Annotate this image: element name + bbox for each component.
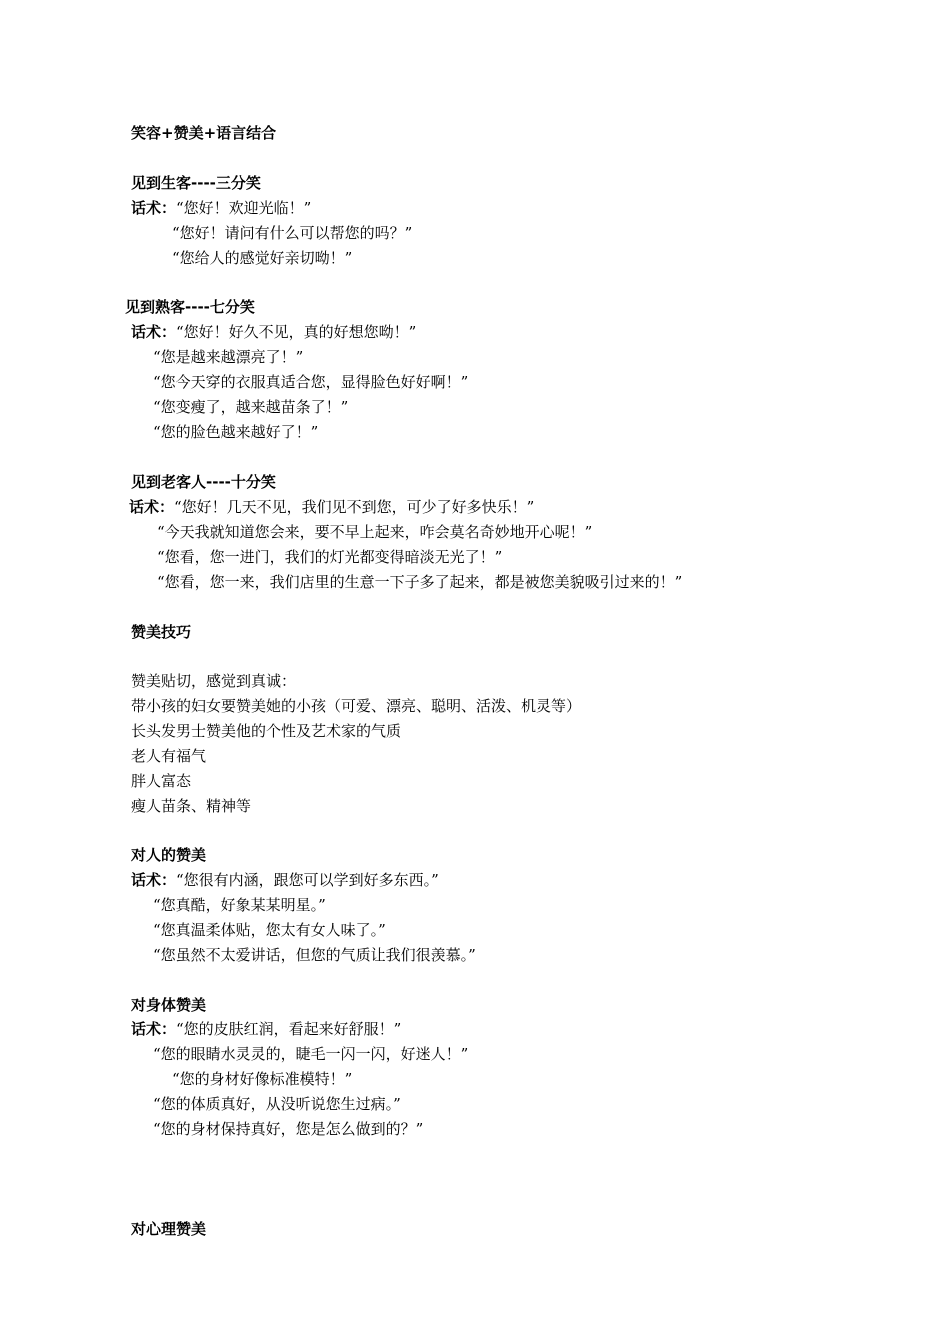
script-text: “您好！好久不见，真的好想您呦！” <box>176 323 417 341</box>
tip-line: 老人有福气 <box>131 747 207 765</box>
script-line: “您的身材保持真好，您是怎么做到的？” <box>153 1120 424 1138</box>
script-line <box>131 198 311 218</box>
script-line: “您的眼睛水灵灵的，睫毛一闪一闪，好迷人！” <box>153 1045 469 1063</box>
script-label: 话术： <box>131 871 177 889</box>
script-text: “您很有内涵，跟您可以学到好多东西。” <box>176 871 439 889</box>
script-line: “您变瘦了，越来越苗条了！” <box>153 398 349 416</box>
script-line: “您真温柔体贴，您太有女人味了。” <box>153 921 386 939</box>
section-heading-mind-praise: 对心理赞美 <box>131 1220 207 1238</box>
script-line: “您看，您一进门，我们的灯光都变得暗淡无光了！” <box>157 548 503 566</box>
section-heading-familiar: 见到熟客----七分笑 <box>125 298 255 316</box>
script-line <box>131 1019 401 1039</box>
script-label: 话术： <box>131 323 177 341</box>
script-line: “您的身材好像标准模特！” <box>172 1070 353 1088</box>
script-line <box>131 322 416 342</box>
tip-line: 瘦人苗条、精神等 <box>131 797 252 815</box>
script-text: “您的皮肤红润，看起来好舒服！” <box>176 1020 402 1038</box>
tip-line: 赞美贴切，感觉到真诚： <box>131 672 297 690</box>
tip-line: 胖人富态 <box>131 772 192 790</box>
document-title: 笑容+赞美+语言结合 <box>131 124 277 142</box>
section-heading-body-praise: 对身体赞美 <box>131 996 207 1014</box>
section-heading-praise-tips: 赞美技巧 <box>131 623 192 641</box>
script-line: “今天我就知道您会来，要不早上起来，咋会莫名奇妙地开心呢！” <box>157 523 593 541</box>
script-label: 话术： <box>131 1020 177 1038</box>
script-label: 话术： <box>129 498 175 516</box>
script-text: “您好！欢迎光临！” <box>176 199 312 217</box>
script-line: “您看，您一来，我们店里的生意一下子多了起来，都是被您美貌吸引过来的！” <box>157 573 683 591</box>
section-heading-old-customer: 见到老客人----十分笑 <box>131 473 276 491</box>
script-label: 话术： <box>131 199 177 217</box>
script-line: “您今天穿的衣服真适合您，显得脸色好好啊！” <box>153 373 469 391</box>
script-line <box>131 870 439 890</box>
tip-line: 带小孩的妇女要赞美她的小孩（可爱、漂亮、聪明、活泼、机灵等） <box>131 697 582 715</box>
section-heading-stranger: 见到生客----三分笑 <box>131 174 261 192</box>
script-line: “您的脸色越来越好了！” <box>153 423 319 441</box>
script-line: “您虽然不太爱讲话，但您的气质让我们很羡慕。” <box>153 946 476 964</box>
script-line: “您的体质真好，从没听说您生过病。” <box>153 1095 401 1113</box>
script-line: “您给人的感觉好亲切呦！” <box>172 249 353 267</box>
section-heading-person-praise: 对人的赞美 <box>131 846 207 864</box>
script-line: “您是越来越漂亮了！” <box>153 348 304 366</box>
script-line <box>129 497 534 517</box>
script-line: “您真酷，好象某某明星。” <box>153 896 326 914</box>
tip-line: 长头发男士赞美他的个性及艺术家的气质 <box>131 722 402 740</box>
script-line: “您好！请问有什么可以帮您的吗？” <box>172 224 413 242</box>
script-text: “您好！几天不见，我们见不到您，可少了好多快乐！” <box>174 498 535 516</box>
